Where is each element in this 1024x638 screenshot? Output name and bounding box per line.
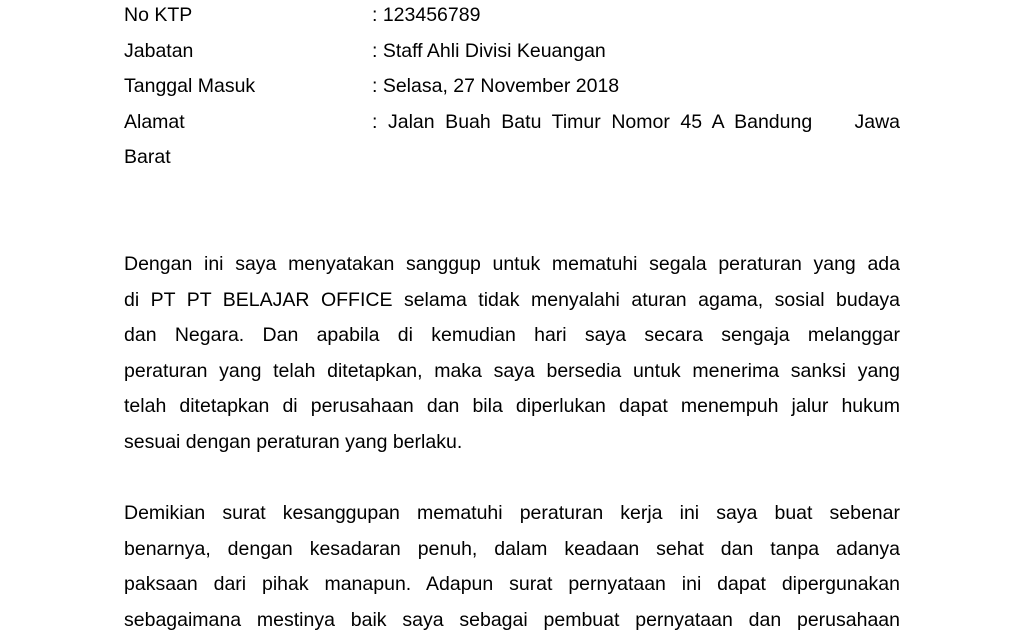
- field-label: No KTP: [124, 0, 372, 34]
- paragraph-line: Demikian surat kesanggupan mematuhi peraturan kerja ini saya buat sebenar: [124, 496, 900, 532]
- field-value: : 123456789: [372, 0, 900, 34]
- field-no-ktp: [124, 0, 900, 34]
- paragraph-line: di PT PT BELAJAR OFFICE selama tidak menyalahi aturan agama, sosial budaya: [124, 283, 900, 319]
- field-tanggal-masuk: [124, 69, 900, 105]
- paragraph-line: peraturan yang telah ditetapkan, maka saya bersedia untuk menerima sanksi yang: [124, 354, 900, 390]
- address-continuation: Barat: [124, 140, 900, 176]
- paragraph-line: Dengan ini saya menyatakan sanggup untuk mematuhi segala peraturan yang ada: [124, 247, 900, 283]
- field-label: Alamat: [124, 105, 372, 141]
- paragraph-line: paksaan dari pihak manapun. Adapun surat pernyataan ini dapat dipergunakan: [124, 567, 900, 603]
- paragraph-line: sebagaimana mestinya baik saya sebagai pembuat pernyataan dan perusahaan: [124, 603, 900, 638]
- field-value: : Jalan Buah Batu Timur Nomor 45 A Bandung Jawa: [372, 105, 900, 141]
- field-jabatan: [124, 34, 900, 70]
- paragraph-line: dan Negara. Dan apabila di kemudian hari saya secara sengaja melanggar: [124, 318, 900, 354]
- closing-paragraph: [124, 496, 900, 638]
- paragraph-line: telah ditetapkan di perusahaan dan bila diperlukan dapat menempuh jalur hukum: [124, 389, 900, 425]
- field-value: : Staff Ahli Divisi Keuangan: [372, 34, 900, 70]
- field-value: : Selasa, 27 November 2018: [372, 69, 900, 105]
- identity-fields: [124, 0, 900, 176]
- statement-paragraph: [124, 247, 900, 460]
- field-alamat: [124, 105, 900, 141]
- field-label: Tanggal Masuk: [124, 69, 372, 105]
- field-label: Jabatan: [124, 34, 372, 70]
- paragraph-line: benarnya, dengan kesadaran penuh, dalam keadaan sehat dan tanpa adanya: [124, 532, 900, 568]
- paragraph-line: sesuai dengan peraturan yang berlaku.: [124, 425, 900, 461]
